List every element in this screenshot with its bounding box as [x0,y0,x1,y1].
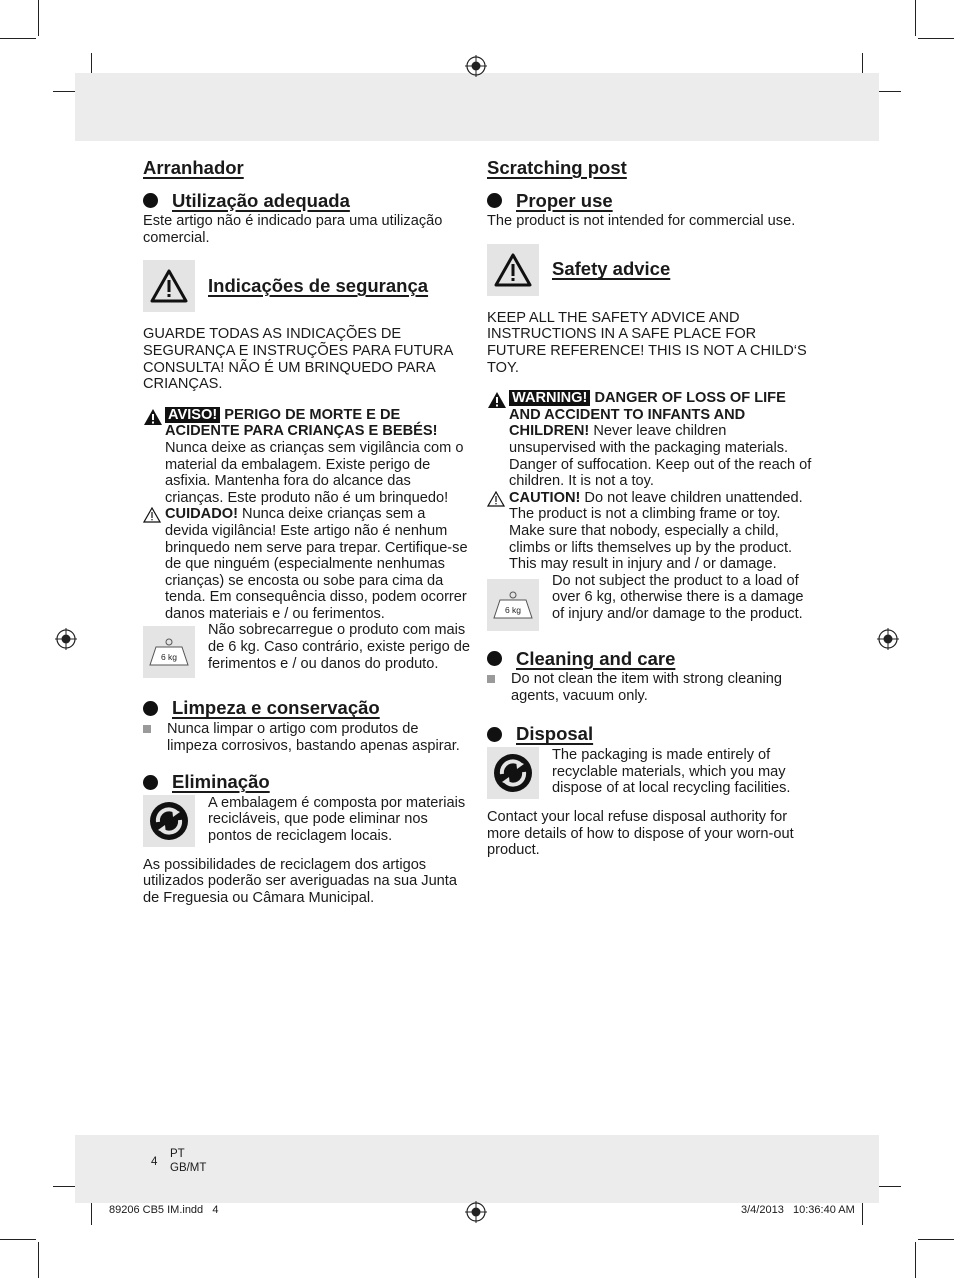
pt-disposal-block [143,795,471,847]
pt-safety-keep: GUARDE TODAS AS INDICAÇÕES DE SEGURANÇA E INSTRUÇÕES PARA FUTURA CONSULTA! NÃO É UM BRINQUEDO PARA CRIANÇAS. [143,326,453,393]
lang-codes [170,1147,206,1175]
crop-mark [0,1239,36,1240]
crop-mark [918,38,954,39]
pt-warning-block [143,407,471,507]
gb-disposal-block [487,747,815,799]
pt-load-text: Não sobrecarregue o produto com mais de 6 kg. Caso contrário, existe perigo de ferimentos e / ou danos do produto. [208,622,471,672]
pt-safety-heading: Indicações de segurança [208,275,429,297]
bullet-icon [487,727,502,742]
pt-caution-bold: CUIDADO! [165,506,238,523]
warning-triangle-icon [487,390,509,490]
registration-mark-icon [465,1201,487,1223]
gb-caution-text: Do not leave children unattended. The product is not a climbing frame or toy. Make sure that nobody, especially a child, climbs or lifts themselves up by the product. This may result in injury and / or damage. [509,489,803,573]
crop-mark [53,1186,77,1187]
pt-warning-text: Nunca deixe as crianças sem vigilância com o material da embalagem. Existe perigo de asfixia. Mantenha fora do alcance das crianças. Este produto não é um brinquedo! [165,439,464,506]
warning-triangle-icon [143,407,165,507]
pt-load-block [143,622,471,678]
caution-triangle-icon [143,506,165,622]
gb-disposal-text: The packaging is made entirely of recyclable materials, which you may dispose of at local recycling facilities. [552,747,791,797]
pt-disposal-heading: Eliminação [172,771,270,793]
pt-disposal-text: A embalagem é composta por materiais recicláveis, que pode eliminar nos pontos de reciclagem locais. [208,794,466,845]
slug-file: 89206 CB5 IM.indd 4 [109,1204,219,1216]
pt-warning-bold: PERIGO DE MORTE E DE ACIDENTE PARA CRIANÇAS E BEBÉS! [165,406,438,440]
lang-code-pt: PT [170,1148,185,1160]
gb-cleaning-text: Do not clean the item with strong cleaning agents, vacuum only. [511,671,782,704]
crop-mark [877,91,901,92]
crop-mark [862,1201,863,1225]
gb-disposal-contact: Contact your local refuse disposal authority for more details of how to dispose of your worn-out product. [487,809,794,859]
gb-column [487,157,815,859]
gb-safety-heading-row [487,244,815,296]
crop-mark [91,1201,92,1225]
gb-caution-bold: CAUTION! [509,489,581,506]
gb-safety-heading: Safety advice [552,258,671,280]
bullet-icon [143,775,158,790]
pt-cleaning-item [143,721,471,754]
pt-warning-tag: AVISO! [165,407,220,423]
crop-mark [0,38,36,39]
bullet-icon [143,193,158,208]
caution-triangle-icon [487,490,509,573]
square-bullet-icon [143,725,151,733]
crop-mark [53,91,77,92]
bullet-icon [487,651,502,666]
gb-load-block [487,573,815,631]
gb-warning-text: Never leave children unsupervised with the packaging materials. Danger of suffocation. Keep out of the reach of children. It is not a toy. [509,423,812,490]
pt-title: Arranhador [143,157,244,178]
gb-disposal-heading-row [487,723,815,745]
pt-proper-use-heading: Utilização adequada [172,189,350,211]
pt-column [143,157,471,907]
gb-proper-use-heading-row [487,189,815,211]
crop-mark [38,0,39,36]
gb-title: Scratching post [487,157,627,178]
crop-mark [915,1242,916,1278]
warning-triangle-icon [143,260,195,312]
gb-load-text: Do not subject the product to a load of over 6 kg, otherwise there is a damage of injury and/or damage to the product. [552,572,804,622]
gb-proper-use-heading: Proper use [516,189,613,211]
pt-proper-use-text: Este artigo não é indicado para uma utilização comercial. [143,213,443,246]
bullet-icon [143,701,158,716]
lang-code-gb: GB/MT [170,1162,207,1174]
registration-mark-icon [55,628,77,650]
pt-cleaning-heading: Limpeza e conservação [172,697,380,719]
gb-warning-tag: WARNING! [509,390,590,406]
gb-cleaning-heading: Cleaning and care [516,647,676,669]
registration-mark-icon [465,55,487,77]
gb-caution-block [487,490,815,573]
pt-caution-text: Nunca deixe crianças sem a devida vigilância! Este artigo não é nenhum brinquedo nem serve para trepar. Certifique-se de que ninguém (especialmente nenhumas crianças) se encosta ou sobe para cima da tenda. Em consequência disso, podem ocorrer danos materiais e / ou ferimentos. [165,506,468,622]
pt-caution-block [143,506,471,622]
page-number: 4 [151,1156,158,1168]
crop-mark [918,1239,954,1240]
pt-disposal-contact: As possibilidades de reciclagem dos artigos utilizados poderão ser averiguadas na sua Junta de Freguesia ou Câmara Municipal. [143,856,457,907]
pt-disposal-heading-row [143,771,471,793]
gb-load-label: 6 kg [504,604,522,615]
crop-mark [38,1242,39,1278]
pt-load-label: 6 kg [160,652,178,663]
recycling-icon [143,795,195,847]
gb-warning-block [487,390,815,490]
gb-proper-use-text: The product is not intended for commercial use. [487,213,796,230]
load-weight-icon [143,626,195,678]
registration-mark-icon [877,628,899,650]
gb-cleaning-item [487,671,815,704]
gb-warning-bold: DANGER OF LOSS OF LIFE AND ACCIDENT TO INFANTS AND CHILDREN! [509,390,786,440]
pt-safety-heading-row [143,260,471,312]
pt-cleaning-text: Nunca limpar o artigo com produtos de limpeza corrosivos, bastando apenas aspirar. [167,721,460,754]
gb-safety-keep: KEEP ALL THE SAFETY ADVICE AND INSTRUCTIONS IN A SAFE PLACE FOR FUTURE REFERENCE! THIS IS NOT A CHILD‘S TOY. [487,309,807,376]
pt-proper-use-heading-row [143,189,471,211]
crop-mark [915,0,916,36]
recycling-icon [487,747,539,799]
pt-cleaning-heading-row [143,697,471,719]
warning-triangle-icon [487,244,539,296]
bullet-icon [487,193,502,208]
square-bullet-icon [487,675,495,683]
load-weight-icon [487,579,539,631]
gb-disposal-heading: Disposal [516,723,594,745]
crop-mark [877,1186,901,1187]
header-band [75,73,879,141]
gb-cleaning-heading-row [487,647,815,669]
slug-date: 3/4/2013 10:36:40 AM [741,1204,855,1216]
